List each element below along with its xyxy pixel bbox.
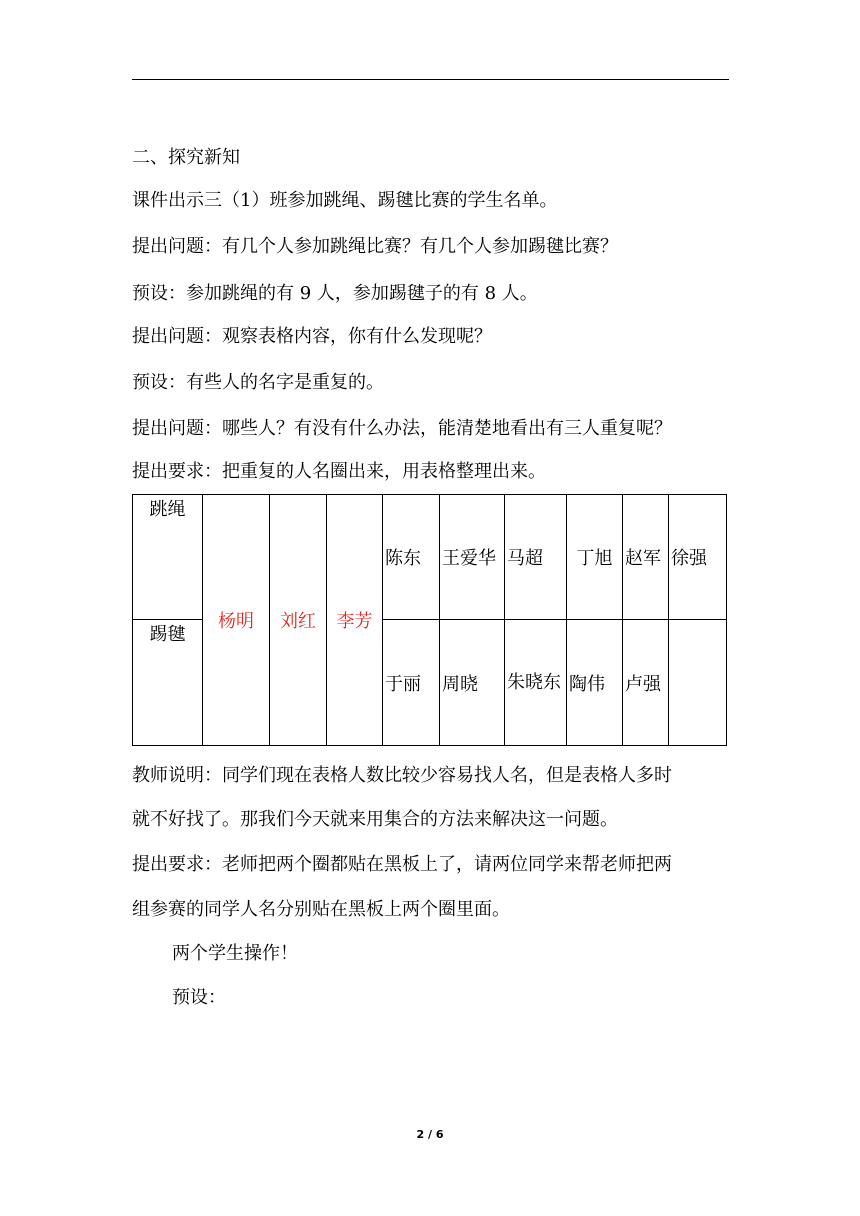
name-cell: 卢强: [623, 620, 669, 746]
name-cell: 王爱华: [440, 495, 505, 620]
name-cell: 于丽: [383, 620, 440, 746]
row-label-tijian: 踢毽: [133, 620, 203, 746]
shared-name-cell: 刘红: [270, 495, 327, 746]
text-line: 预设：有些人的名字是重复的。: [132, 372, 384, 393]
text-line: 课件出示三（1）班参加跳绳、踢毽比赛的学生名单。: [132, 190, 558, 211]
name-cell: 周晓: [440, 620, 505, 746]
text-line: 预设：: [172, 987, 226, 1008]
text-line: 组参赛的同学人名分别贴在黑板上两个圈里面。: [132, 899, 510, 920]
name-cell: 丁旭: [567, 495, 623, 620]
name-cell: 马超: [505, 495, 567, 620]
name-cell: 陈东: [383, 495, 440, 620]
name-cell: 徐强: [669, 495, 727, 620]
empty-cell: [669, 620, 727, 746]
text-line: 提出要求：把重复的人名圈出来，用表格整理出来。: [132, 461, 546, 482]
row-label-tiaosheng: 跳绳: [133, 495, 203, 620]
name-cell: 朱晓东: [505, 620, 567, 746]
page-number: 2 / 6: [416, 1128, 444, 1141]
name-cell: 赵军: [623, 495, 669, 620]
text-line: 两个学生操作！: [172, 943, 298, 964]
text-line: 提出问题：观察表格内容，你有什么发现呢？: [132, 326, 492, 347]
text-line: 预设：参加跳绳的有 9 人，参加踢毽子的有 8 人。: [132, 283, 538, 304]
participant-table: [132, 494, 727, 746]
shared-name-cell: 杨明: [203, 495, 270, 746]
text-line: 提出问题：有几个人参加跳绳比赛？有几个人参加踢毽比赛？: [132, 236, 618, 257]
name-cell: 陶伟: [567, 620, 623, 746]
text-line: 教师说明：同学们现在表格人数比较少容易找人名，但是表格人多时: [132, 765, 672, 786]
shared-name-cell: 李芳: [327, 495, 383, 746]
text-line: 提出要求：老师把两个圈都贴在黑板上了，请两位同学来帮老师把两: [132, 854, 672, 875]
text-line: 就不好找了。那我们今天就来用集合的方法来解决这一问题。: [132, 809, 618, 830]
section-heading: 二、探究新知: [132, 147, 240, 168]
text-line: 提出问题：哪些人？有没有什么办法，能清楚地看出有三人重复呢？: [132, 418, 672, 439]
header-rule: [132, 79, 729, 80]
